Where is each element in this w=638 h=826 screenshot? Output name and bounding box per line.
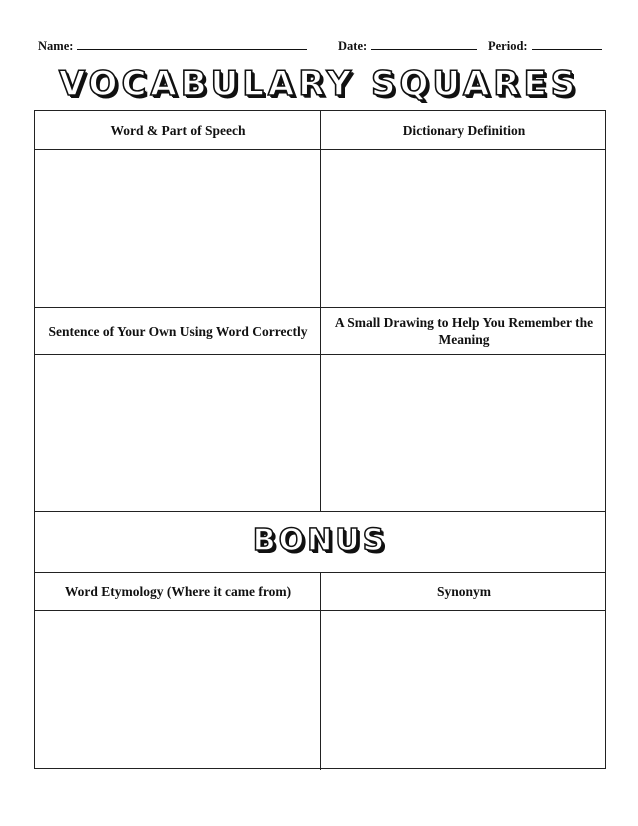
dictionary-definition-label: Dictionary Definition <box>402 122 526 138</box>
synonym-label: Synonym <box>436 584 492 599</box>
vocabulary-grid <box>34 110 606 769</box>
period-blank[interactable] <box>532 38 602 50</box>
etymology-area[interactable] <box>35 611 320 768</box>
drawing-label: A Small Drawing to Help You Remember the Meaning <box>334 315 594 347</box>
drawing-area[interactable] <box>321 355 607 511</box>
word-part-of-speech-area[interactable] <box>35 150 320 307</box>
period-label: Period: <box>488 39 528 53</box>
date-field[interactable] <box>338 38 477 54</box>
date-blank[interactable] <box>371 38 477 50</box>
synonym-area[interactable] <box>321 611 607 768</box>
period-field[interactable] <box>488 38 602 54</box>
name-label: Name: <box>38 39 74 53</box>
sentence-label: Sentence of Your Own Using Word Correctly <box>48 323 308 339</box>
name-field[interactable] <box>38 38 307 54</box>
header-fields <box>38 38 604 54</box>
bonus-title: BONUS <box>252 523 388 558</box>
page-title: VOCABULARY SQUARES <box>58 64 580 104</box>
date-label: Date: <box>338 39 368 53</box>
dictionary-definition-area[interactable] <box>321 150 607 307</box>
etymology-label: Word Etymology (Where it came from) <box>64 584 292 599</box>
word-part-of-speech-label: Word & Part of Speech <box>110 122 246 138</box>
sentence-area[interactable] <box>35 355 320 511</box>
name-blank[interactable] <box>77 38 307 50</box>
